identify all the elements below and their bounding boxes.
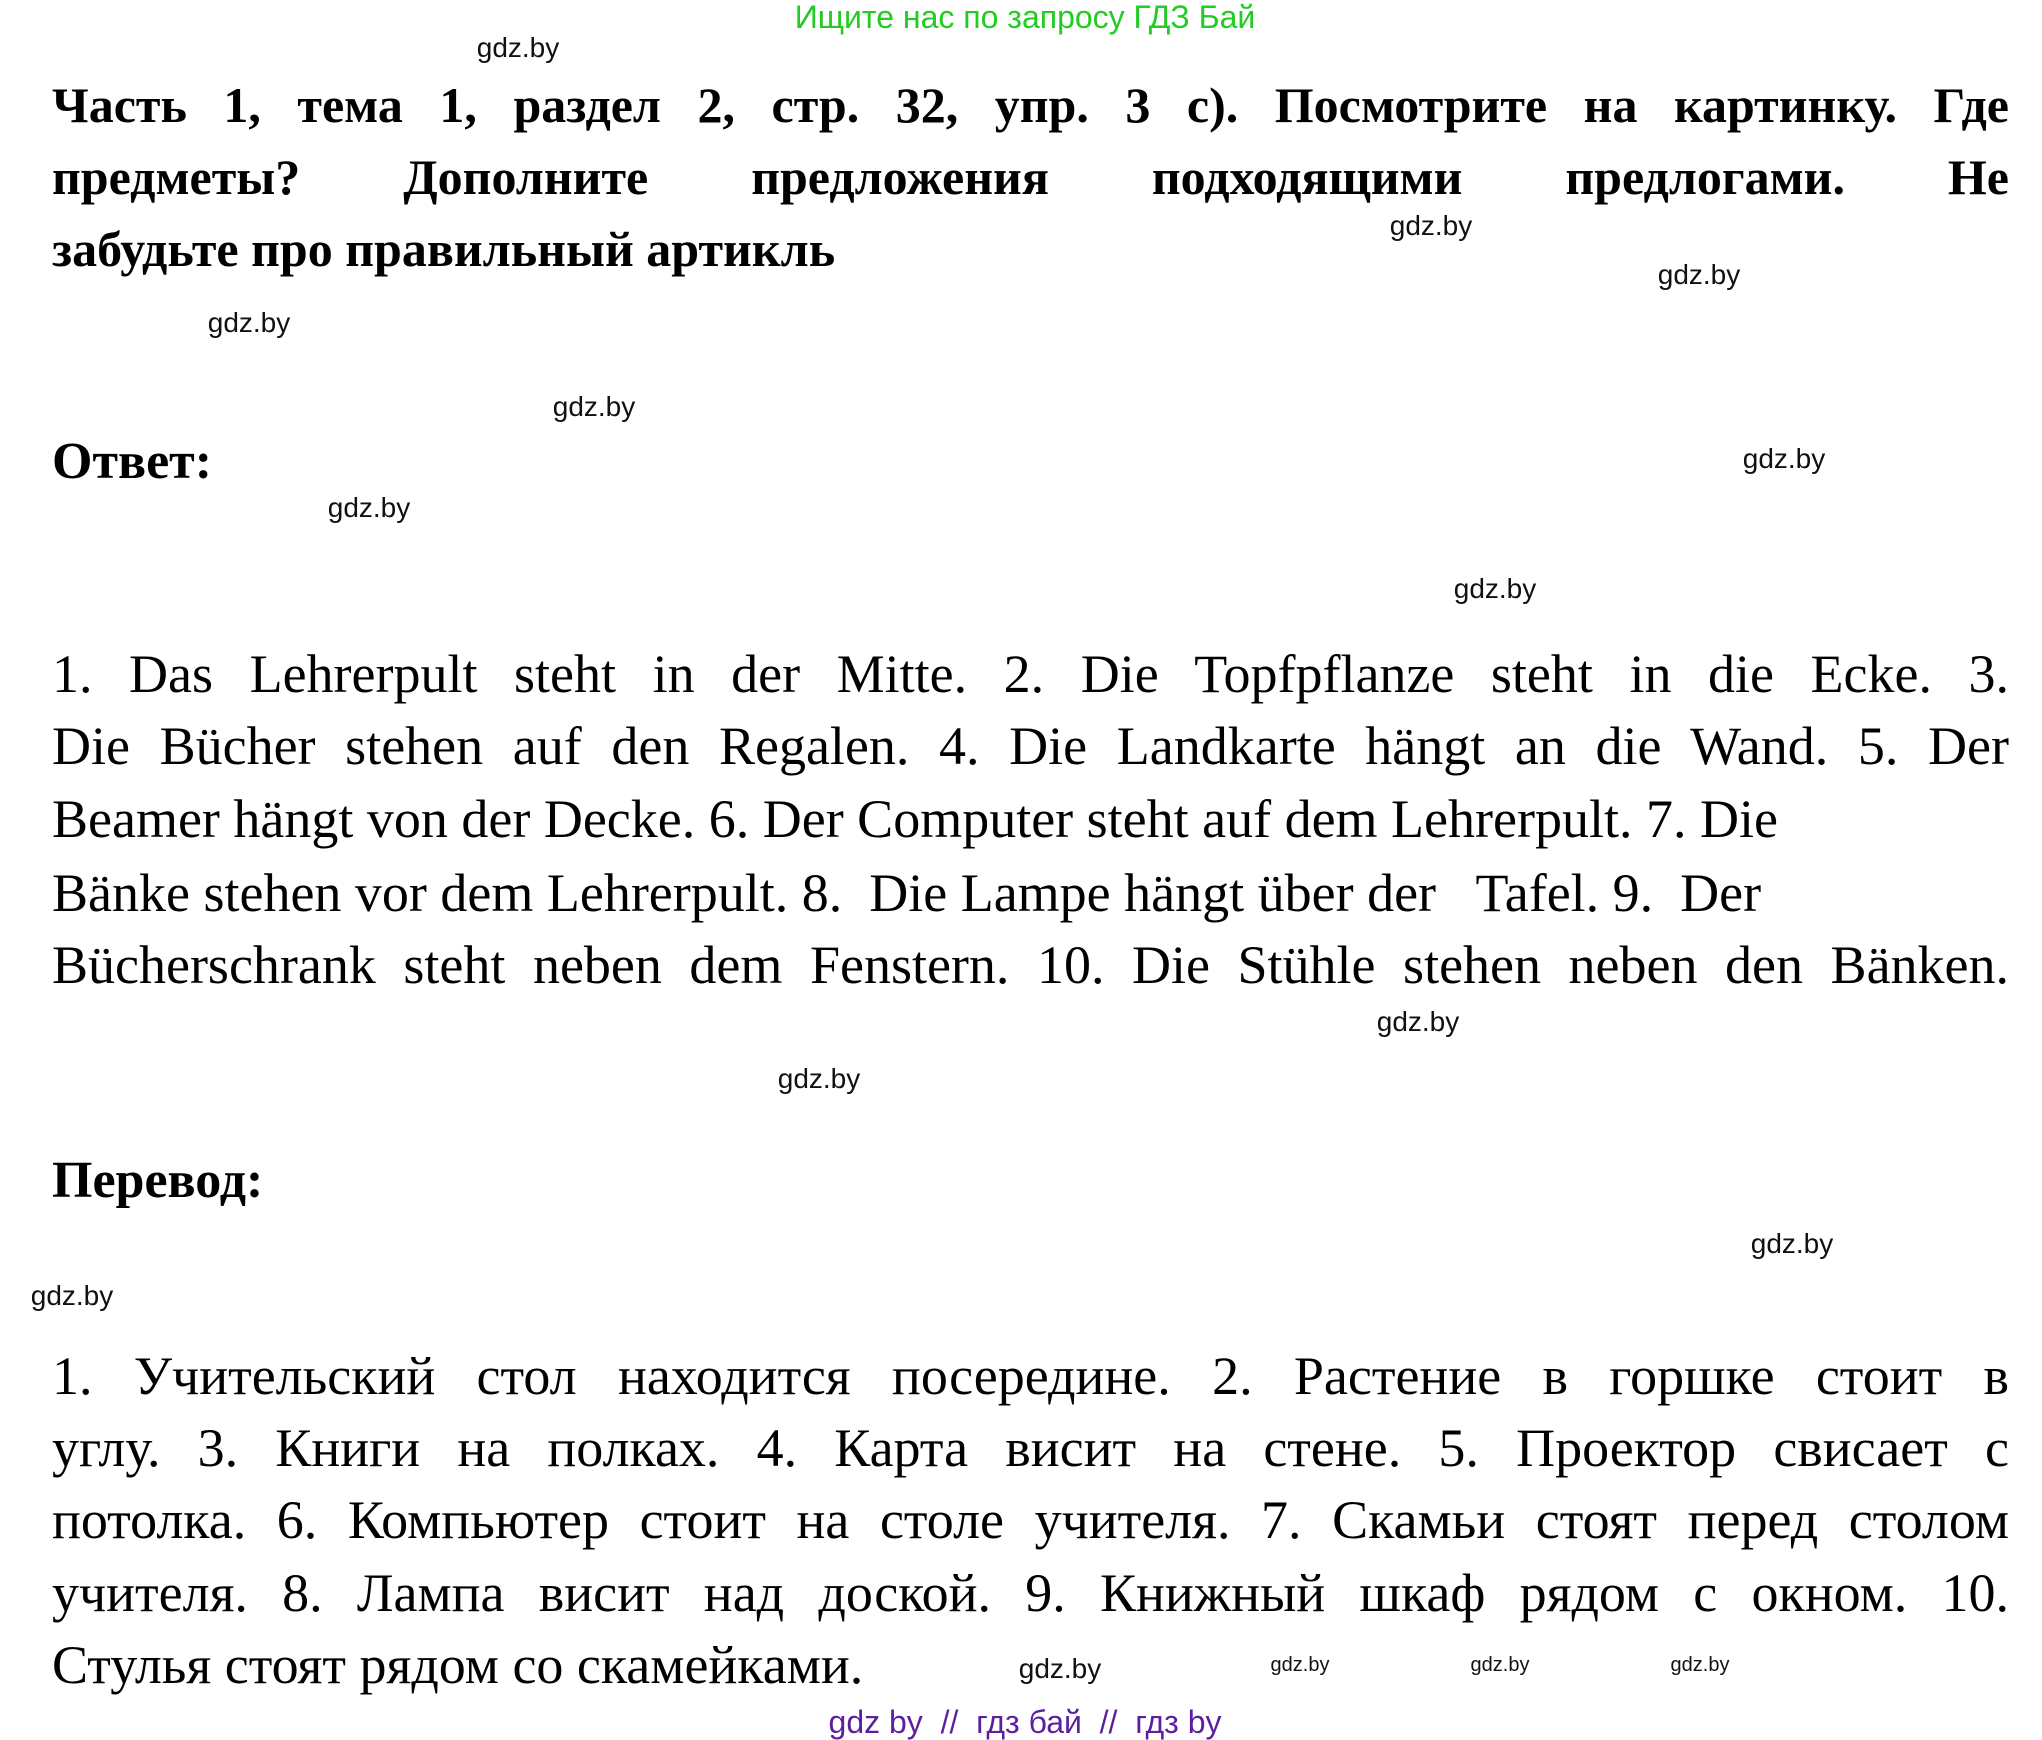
answer-line: Beamer hängt von der Decke. 6. Der Computer steht auf dem Lehrerpult. 7. Die [52, 789, 1778, 849]
watermark: gdz.by [552, 391, 636, 422]
watermark: gdz.by [1270, 1654, 1330, 1676]
answer-line: Die Bücher stehen auf den Regalen. 4. Die Landkarte hängt an die Wand. 5. Der [52, 716, 2009, 776]
watermark: gdz.by [1470, 1654, 1530, 1676]
heading-line-1: Часть 1, тема 1, раздел 2, стр. 32, упр. 3 с). Посмотрите на картинку. Где [52, 77, 2009, 133]
watermark: gdz.by [1670, 1654, 1730, 1676]
watermark: gdz.by [327, 492, 411, 523]
translation-line: потолка. 6. Компьютер стоит на столе учителя. 7. Скамьи стоят перед столом [52, 1490, 2009, 1550]
answer-line: 1. Das Lehrerpult steht in der Mitte. 2. Die Topfpflanze steht in die Ecke. 3. [52, 644, 2009, 704]
watermark: gdz.by [1018, 1653, 1102, 1684]
answer-line: Bänke stehen vor dem Lehrerpult. 8. Die Lampe hängt über der Tafel. 9. Der [52, 863, 1762, 923]
watermark: gdz.by [207, 307, 291, 338]
answer-line: Bücherschrank steht neben dem Fenstern. 10. Die Stühle stehen neben den Bänken. [52, 935, 2009, 995]
search-banner: Ищите нас по запросу ГДЗ Бай [794, 0, 1256, 35]
watermark: gdz.by [476, 32, 560, 63]
translation-line: Стулья стоят рядом со скамейками. [52, 1635, 864, 1695]
watermark: gdz.by [1376, 1006, 1460, 1037]
translation-line: учителя. 8. Лампа висит над доской. 9. Книжный шкаф рядом с окном. 10. [52, 1563, 2009, 1623]
watermark: gdz.by [777, 1063, 861, 1094]
footer-links[interactable]: gdz by // гдз бай // гдз by [828, 1704, 1222, 1740]
translation-label: Перевод: [52, 1152, 264, 1209]
watermark: gdz.by [1657, 259, 1741, 290]
heading-line-3: забудьте про правильный артикль [52, 221, 836, 277]
answer-label: Ответ: [52, 433, 213, 490]
translation-line: 1. Учительский стол находится посередине. 2. Растение в горшке стоит в [52, 1346, 2009, 1406]
watermark: gdz.by [1453, 573, 1537, 604]
translation-line: углу. 3. Книги на полках. 4. Карта висит на стене. 5. Проектор свисает с [52, 1418, 2009, 1478]
watermark: gdz.by [1389, 210, 1473, 241]
heading-line-2: предметы? Дополните предложения подходящими предлогами. Не [52, 149, 2009, 205]
watermark: gdz.by [1742, 443, 1826, 474]
watermark: gdz.by [30, 1280, 114, 1311]
watermark: gdz.by [1750, 1228, 1834, 1259]
